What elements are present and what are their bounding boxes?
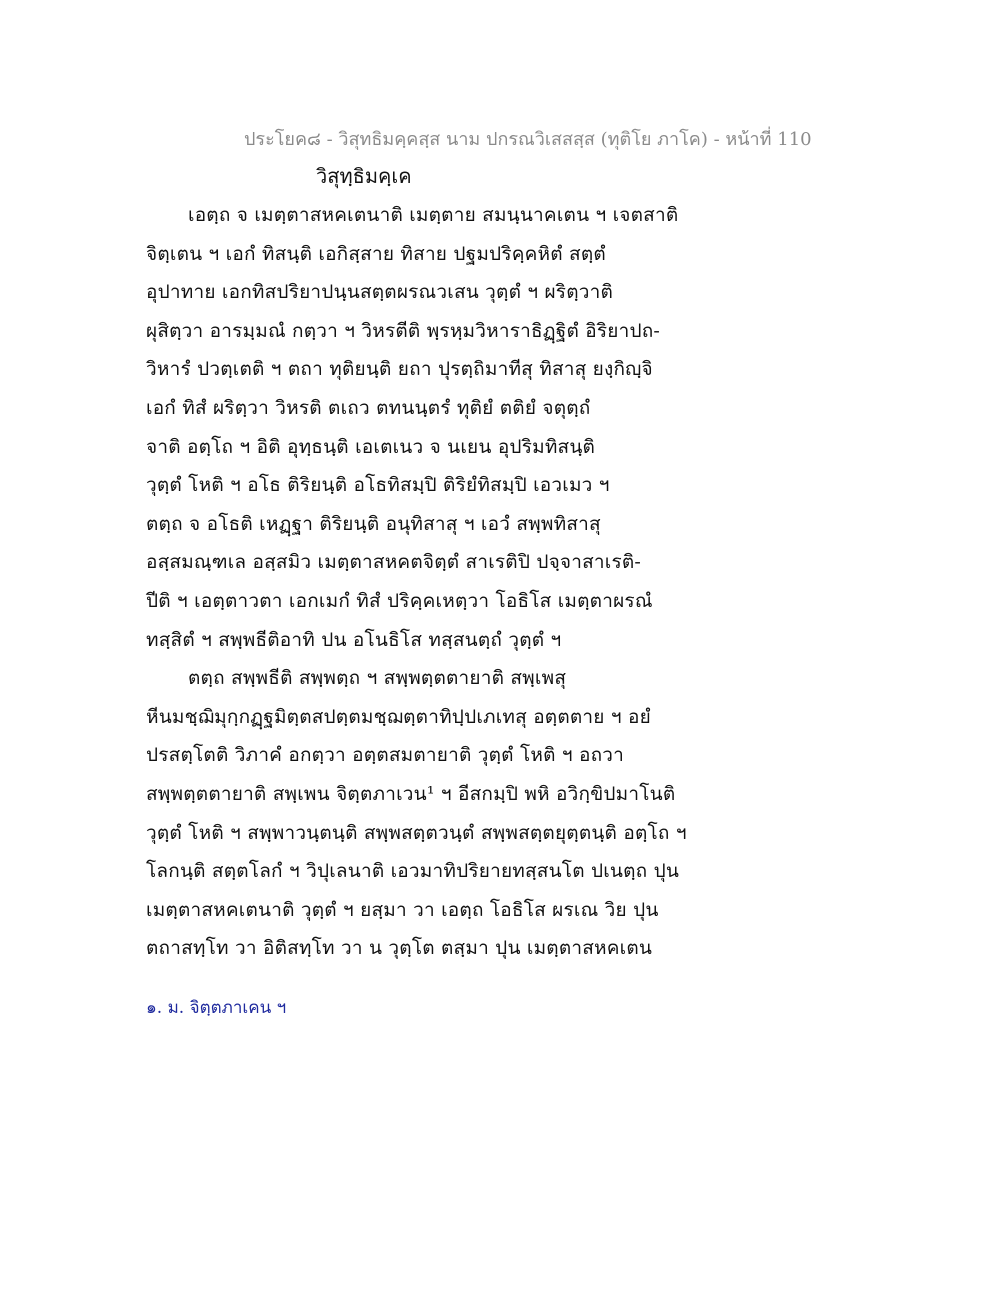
section-title: วิสุทฺธิมคฺเค (316, 164, 412, 188)
running-header: ประโยค๘ - วิสุทธิมคฺคสฺส นาม ปกรณวิเสสสฺส (ทุติโย ภาโค) - หน้าที่ 110 (244, 129, 812, 150)
text-line: ตตฺถ สพฺพธีติ สพฺพตฺถ ฯ สพฺพตฺตตายาติ สพฺเพสุ (188, 667, 567, 690)
text-line: วุตฺตํ โหติ ฯ อโธ ติริยนฺติ อโธทิสมฺปิ ติริยํทิสมฺปิ เอวเมว ฯ (146, 474, 610, 497)
text-line: ปีติ ฯ เอตฺตาวตา เอกเมกํ ทิสํ ปริคฺคเหตฺวา โอธิโส เมตฺตาผรณํ (146, 589, 653, 612)
text-line: เอกํ ทิสํ ผริตฺวา วิหรติ ตเถว ตทนนฺตรํ ทุติยํ ตติยํ จตุตฺถํ (146, 396, 591, 419)
text-line: วุตฺตํ โหติ ฯ สพฺพาวนฺตนฺติ สพฺพสตฺตวนฺตํ สพฺพสตฺตยุตฺตนฺติ อตฺโถ ฯ (146, 821, 687, 844)
text-line: วิหารํ ปวตฺเตติ ฯ ตถา ทุติยนฺติ ยถา ปุรตฺถิมาทีสุ ทิสาสุ ยงฺกิญฺจิ (146, 358, 653, 381)
text-line: ผุสิตฺวา อารมฺมณํ กตฺวา ฯ วิหรตีติ พฺรหฺมวิหาราธิฏฺฐิตํ อิริยาปถ- (146, 319, 661, 342)
text-line: หีนมชฺฌิมุกฺกฏฺฐมิตฺตสปตฺตมชฺฌตฺตาทิปฺปเภเทสุ อตฺตตาย ฯ อยํ (146, 705, 651, 728)
body-text (146, 196, 726, 968)
text-line: อสฺสมณฺฑเล อสฺสมิว เมตฺตาสหคตจิตฺตํ สาเรติปิ ปจฺจาสาเรติ- (146, 551, 642, 574)
text-line: เอตฺถ จ เมตฺตาสหคเตนาติ เมตฺตาย สมนฺนาคเตน ฯ เจตสาติ (188, 204, 679, 226)
text-line: ตตฺถ จ อโธติ เหฏฺฐา ติริยนฺติ อนุทิสาสุ ฯ เอวํ สพฺพทิสาสุ (146, 512, 601, 535)
text-line: ตถาสทฺโท วา อิติสทฺโท วา น วุตฺโต ตสฺมา ปุน เมตฺตาสหคเตน (146, 937, 653, 960)
text-line: จาติ อตฺโถ ฯ อิติ อุทฺธนฺติ เอเตเนว จ นเยน อุปริมทิสนฺติ (146, 435, 596, 458)
text-line: ทสฺสิตํ ฯ สพฺพธีติอาทิ ปน อโนธิโส ทสฺสนตฺถํ วุตฺตํ ฯ (146, 628, 562, 651)
text-line: ปรสตฺโตติ วิภาคํ อกตฺวา อตฺตสมตายาติ วุตฺตํ โหติ ฯ อถวา (146, 744, 625, 767)
text-line: จิตฺเตน ฯ เอกํ ทิสนฺติ เอกิสฺสาย ทิสาย ปฐมปริคฺคหิตํ สตฺตํ (146, 242, 606, 265)
text-line: เมตฺตาสหคเตนาติ วุตฺตํ ฯ ยสฺมา วา เอตฺถ โอธิโส ผรเณ วิย ปุน (146, 898, 659, 921)
text-line: อุปาทาย เอกทิสปริยาปนฺนสตฺตผรณวเสน วุตฺตํ ฯ ผริตฺวาติ (146, 281, 614, 304)
text-line: สพฺพตฺตตายาติ สพฺเพน จิตฺตภาเวน¹ ฯ อีสกมฺปิ พหิ อวิกฺขิปมาโนติ (146, 782, 676, 805)
footnote: ๑. ม. จิตฺตภาเคน ฯ (146, 998, 287, 1018)
text-line: โลกนฺติ สตฺตโลกํ ฯ วิปุเลนาติ เอวมาทิปริยายทสฺสนโต ปเนตฺถ ปุน (146, 860, 680, 883)
